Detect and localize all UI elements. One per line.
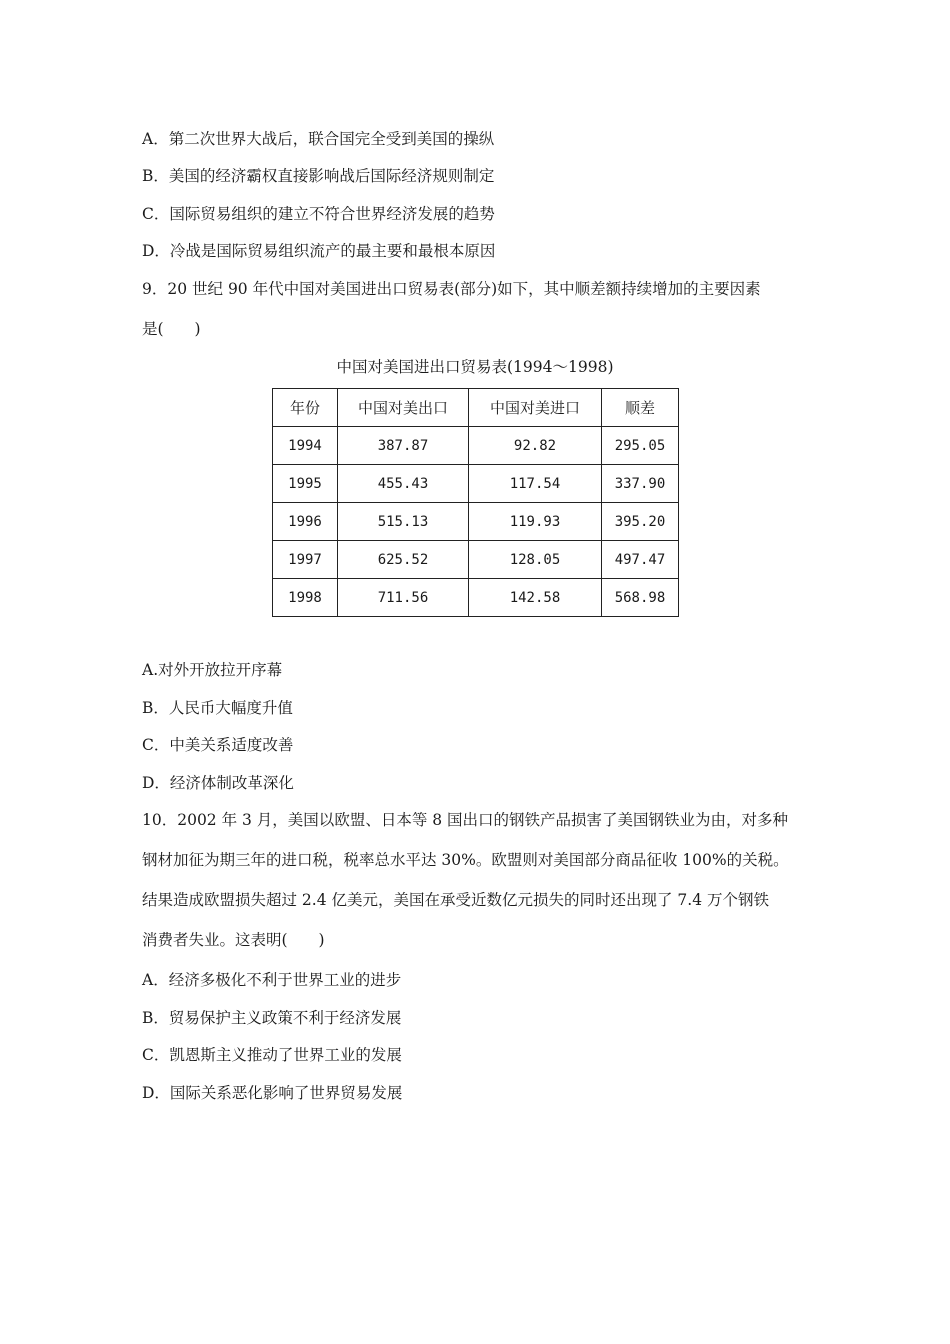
cell-export: 625.52 <box>338 541 469 579</box>
header-surplus: 顺差 <box>602 389 679 427</box>
table-row <box>273 427 679 465</box>
header-export: 中国对美出口 <box>338 389 469 427</box>
q8-option-c: C．国际贸易组织的建立不符合世界经济发展的趋势 <box>142 205 495 223</box>
cell-surplus: 295.05 <box>602 427 679 465</box>
q10-option-d: D．国际关系恶化影响了世界贸易发展 <box>142 1084 403 1102</box>
cell-export: 515.13 <box>338 503 469 541</box>
table-row <box>273 579 679 617</box>
table-header-row <box>273 389 679 427</box>
cell-import: 119.93 <box>469 503 602 541</box>
cell-surplus: 497.47 <box>602 541 679 579</box>
table-row <box>273 541 679 579</box>
cell-surplus: 395.20 <box>602 503 679 541</box>
table-row <box>273 503 679 541</box>
q8-option-d: D．冷战是国际贸易组织流产的最主要和最根本原因 <box>142 242 496 260</box>
q9-option-d: D．经济体制改革深化 <box>142 774 294 792</box>
q10-option-a: A．经济多极化不利于世界工业的进步 <box>142 971 402 989</box>
trade-table <box>272 388 679 617</box>
table-caption: 中国对美国进出口贸易表(1994～1998) <box>336 358 614 376</box>
header-import: 中国对美进口 <box>469 389 602 427</box>
q9-stem-line1: 9．20 世纪 90 年代中国对美国进出口贸易表(部分)如下，其中顺差额持续增加的主要因素 <box>142 280 761 298</box>
table-row <box>273 465 679 503</box>
q10-stem-line3: 结果造成欧盟损失超过 2.4 亿美元，美国在承受近数亿元损失的同时还出现了 7.4 万个钢铁 <box>142 891 770 909</box>
q10-stem-line1: 10．2002 年 3 月，美国以欧盟、日本等 8 国出口的钢铁产品损害了美国钢铁业为由，对多种 <box>142 811 789 829</box>
cell-year: 1998 <box>273 579 338 617</box>
cell-import: 128.05 <box>469 541 602 579</box>
cell-export: 711.56 <box>338 579 469 617</box>
q10-option-b: B．贸易保护主义政策不利于经济发展 <box>142 1009 402 1027</box>
q10-stem-line4: 消费者失业。这表明( ) <box>142 931 325 949</box>
q8-option-a: A．第二次世界大战后，联合国完全受到美国的操纵 <box>142 130 495 148</box>
q9-stem-line2: 是( ) <box>142 320 201 338</box>
cell-export: 455.43 <box>338 465 469 503</box>
cell-import: 117.54 <box>469 465 602 503</box>
header-year: 年份 <box>273 389 338 427</box>
cell-year: 1995 <box>273 465 338 503</box>
q9-option-b: B．人民币大幅度升值 <box>142 699 293 717</box>
cell-export: 387.87 <box>338 427 469 465</box>
cell-year: 1997 <box>273 541 338 579</box>
q10-option-c: C．凯恩斯主义推动了世界工业的发展 <box>142 1046 402 1064</box>
cell-import: 92.82 <box>469 427 602 465</box>
q10-stem-line2: 钢材加征为期三年的进口税，税率总水平达 30%。欧盟则对美国部分商品征收 100%的关税。 <box>142 851 789 869</box>
q9-option-c: C．中美关系适度改善 <box>142 736 294 754</box>
q9-option-a: A.对外开放拉开序幕 <box>142 661 283 679</box>
cell-year: 1996 <box>273 503 338 541</box>
cell-surplus: 568.98 <box>602 579 679 617</box>
q8-option-b: B．美国的经济霸权直接影响战后国际经济规则制定 <box>142 167 495 185</box>
cell-year: 1994 <box>273 427 338 465</box>
cell-surplus: 337.90 <box>602 465 679 503</box>
cell-import: 142.58 <box>469 579 602 617</box>
